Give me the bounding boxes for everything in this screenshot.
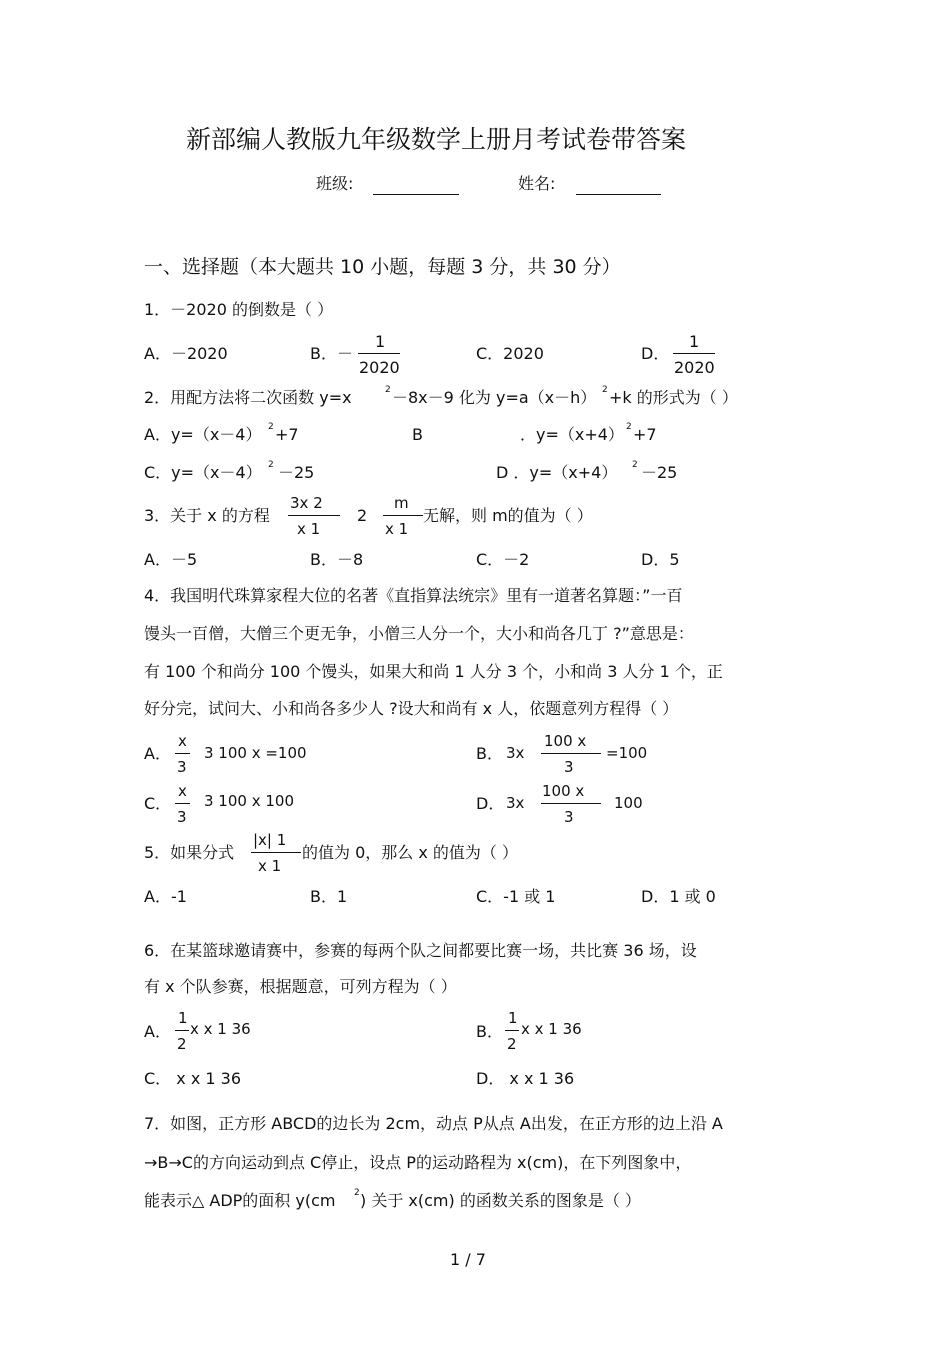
- q5-option-d: D．1 或 0: [641, 887, 716, 906]
- q4-line-2: 馒头一百僧，大僧三个更无争，小僧三人分一个，大小和尚各几丁 ?”意思是：: [144, 624, 694, 643]
- q5-option-a: A．-1: [144, 887, 187, 906]
- q1-option-b-numerator: 1: [375, 332, 386, 351]
- q3-fraction1-numerator: 3x 2: [290, 494, 323, 512]
- q6-option-a-rest: x x 1 36: [190, 1020, 251, 1038]
- q4-option-b-denominator: 3: [564, 758, 574, 776]
- q4-option-b-rest: =100: [606, 744, 648, 762]
- q2-option-a: A．y=（x－4）: [144, 425, 262, 444]
- q2-option-a-exponent: 2: [268, 422, 274, 432]
- q1-option-b-prefix: B．－: [310, 344, 353, 363]
- q4-option-a-denominator: 3: [177, 758, 187, 776]
- q3-option-b: B．－8: [310, 550, 364, 569]
- q3-stem-a: 3．关于 x 的方程: [144, 506, 270, 525]
- q1-option-d-fraction-bar: [673, 353, 715, 354]
- q6-option-a-denominator: 2: [177, 1035, 187, 1053]
- q5-fraction-denominator: x 1: [258, 857, 282, 875]
- q2-stem-a: 2．用配方法将二次函数 y=x: [144, 388, 352, 407]
- q5-option-c: C．-1 或 1: [476, 887, 556, 906]
- q1-option-c: C．2020: [476, 344, 544, 363]
- q2-exponent-1: 2: [385, 385, 391, 395]
- class-label: 班级:: [316, 174, 354, 193]
- q4-option-a-fraction-bar: [175, 753, 190, 754]
- q6-option-b-label: B．: [476, 1022, 503, 1041]
- q2-option-d-end: －25: [641, 463, 678, 482]
- class-blank: [373, 194, 459, 195]
- q4-line-4: 好分完，试问大、小和尚各多少人 ?设大和尚有 x 人，依题意列方程得（ ）: [144, 699, 679, 718]
- q6-option-b-fraction-bar: [505, 1030, 519, 1031]
- q2-option-b-exponent: 2: [626, 422, 632, 432]
- q1-stem: 1．－2020 的倒数是（ ）: [144, 300, 334, 319]
- q3-stem-b: 无解，则 m的值为（ ）: [423, 506, 593, 525]
- page-number: 1 / 7: [450, 1250, 486, 1269]
- q4-option-b-fraction-bar: [541, 753, 601, 754]
- q4-option-d-denominator: 3: [564, 808, 574, 826]
- q2-option-b-end: +7: [633, 425, 657, 444]
- q3-option-a: A．－5: [144, 550, 198, 569]
- q6-option-b-denominator: 2: [507, 1035, 517, 1053]
- q3-fraction2-denominator: x 1: [385, 520, 409, 538]
- q7-line-3a: 能表示△ ADP的面积 y(cm: [144, 1191, 336, 1210]
- q4-option-c-fraction-bar: [175, 803, 190, 804]
- q4-option-c-numerator: x: [178, 782, 187, 800]
- q2-exponent-2: 2: [602, 385, 608, 395]
- q4-option-d-fraction-bar: [541, 803, 601, 804]
- q1-option-d-prefix: D．: [641, 344, 670, 363]
- q4-line-1: 4．我国明代珠算家程大位的名著《直指算法统宗》里有一道著名算题：”一百: [144, 586, 683, 605]
- q2-option-d-exponent: 2: [632, 460, 638, 470]
- q3-fraction2-bar: [383, 515, 423, 516]
- q4-option-a-numerator: x: [178, 732, 187, 750]
- q3-option-c: C．－2: [476, 550, 530, 569]
- q6-option-c: C． x x 1 36: [144, 1069, 241, 1088]
- q3-constant: 2: [357, 506, 368, 525]
- q4-line-3: 有 100 个和尚分 100 个馒头，如果大和尚 1 人分 3 个，小和尚 3 人分 1 个，正: [144, 662, 723, 681]
- q6-option-b-numerator: 1: [508, 1009, 518, 1027]
- name-blank: [576, 194, 661, 195]
- q2-option-d: D ．y=（x+4）: [496, 463, 618, 482]
- q3-fraction1-denominator: x 1: [297, 520, 321, 538]
- q3-fraction1-bar: [288, 515, 340, 516]
- q7-line-3-exponent: 2: [354, 1188, 360, 1198]
- q1-option-d-numerator: 1: [689, 332, 700, 351]
- q4-option-b-prefix: 3x: [506, 744, 525, 762]
- q2-stem-b: －8x－9 化为 y=a（x－h）: [392, 388, 597, 407]
- q5-fraction-bar: [251, 852, 301, 853]
- q4-option-b-numerator: 100 x: [544, 732, 587, 750]
- q6-option-b-rest: x x 1 36: [521, 1020, 582, 1038]
- q7-line-3b: ) 关于 x(cm) 的函数关系的图象是（ ）: [360, 1191, 641, 1210]
- q2-stem-c: +k 的形式为（ ）: [609, 388, 738, 407]
- q4-option-a-rest: 3 100 x =100: [204, 744, 307, 762]
- q4-option-d-numerator: 100 x: [542, 782, 585, 800]
- q5-option-b: B．1: [310, 887, 348, 906]
- q3-option-d: D．5: [641, 550, 680, 569]
- q6-option-a-fraction-bar: [175, 1030, 189, 1031]
- section-heading: 一、选择题（本大题共 10 小题，每题 3 分，共 30 分）: [144, 256, 621, 278]
- q2-option-c-end: －25: [278, 463, 315, 482]
- q4-option-d-label: D．: [476, 794, 505, 813]
- q1-option-b-fraction-bar: [358, 353, 400, 354]
- q4-option-a-label: A．: [144, 744, 171, 763]
- q5-fraction-numerator: |x| 1: [253, 831, 287, 849]
- q4-option-c-denominator: 3: [177, 808, 187, 826]
- name-label: 姓名:: [518, 174, 556, 193]
- q5-stem-a: 5．如果分式: [144, 843, 235, 862]
- q6-line-2: 有 x 个队参赛，根据题意，可列方程为（ ）: [144, 977, 457, 996]
- q4-option-d-rest: 100: [614, 794, 643, 812]
- q6-option-a-label: A．: [144, 1022, 171, 1041]
- q7-line-2: →B→C的方向运动到点 C停止，设点 P的运动路程为 x(cm)，在下列图象中，: [144, 1153, 692, 1172]
- q4-option-c-label: C．: [144, 794, 172, 813]
- q4-option-d-prefix: 3x: [506, 794, 525, 812]
- q6-option-a-numerator: 1: [178, 1009, 188, 1027]
- q1-option-a: A．－2020: [144, 344, 228, 363]
- page-title: 新部编人教版九年级数学上册月考试卷带答案: [186, 125, 687, 154]
- q6-option-d: D． x x 1 36: [476, 1069, 575, 1088]
- q3-fraction2-numerator: m: [394, 494, 409, 512]
- q6-line-1: 6．在某篮球邀请赛中，参赛的每两个队之间都要比赛一场，共比赛 36 场，设: [144, 941, 697, 960]
- q5-stem-b: 的值为 0，那么 x 的值为（ ）: [302, 843, 518, 862]
- q2-option-b-label: B: [412, 425, 423, 444]
- q4-option-b-label: B．: [476, 744, 503, 763]
- q1-option-b-denominator: 2020: [359, 358, 400, 377]
- q2-option-c-exponent: 2: [268, 460, 274, 470]
- q1-option-d-denominator: 2020: [674, 358, 715, 377]
- q4-option-c-rest: 3 100 x 100: [204, 792, 294, 810]
- q2-option-c: C．y=（x－4）: [144, 463, 262, 482]
- q7-line-1: 7．如图，正方形 ABCD的边长为 2cm，动点 P从点 A出发，在正方形的边上沿 A: [144, 1114, 723, 1133]
- q2-option-a-end: +7: [275, 425, 299, 444]
- q2-option-b: ．y=（x+4）: [520, 425, 624, 444]
